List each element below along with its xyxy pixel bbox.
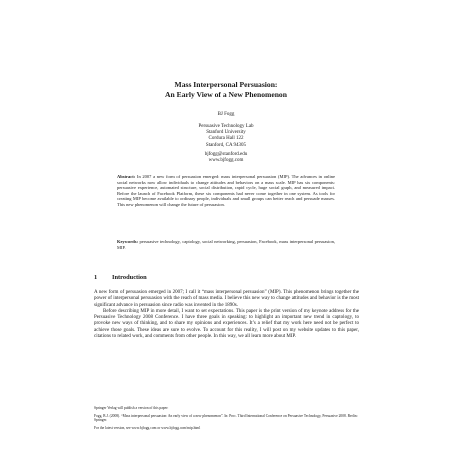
paper-title bbox=[0, 80, 452, 100]
footnote-publication: Springer Verlag will publish a version of this paper: bbox=[94, 406, 169, 410]
author-website: www.bjfogg.com bbox=[208, 158, 244, 164]
section-title: Introduction bbox=[112, 274, 147, 281]
affiliation bbox=[0, 124, 452, 149]
body-paragraph: Before describing MIP in more detail, I want to set expectations. This paper is the print version of my keynote address for the Persuasive Technology 2008 Conference. I have three goals in speaking: to highlight an important new trend in captology, to provoke new ways of thinking, and to share my opinions and experiences. It’s a relief that my work here need not be perfect to achieve those goals. These ideas are sure to evolve. To account for this reality, I will post on my website updates to this paper, citations to related work, and comments from other people. In this way, we all learn more about MIP. bbox=[94, 308, 359, 340]
abstract bbox=[117, 174, 335, 208]
body-paragraph: A new form of persuasion emerged in 2007; I call it “mass interpersonal persuasion” (MIP). This phenomenon brings together the power of interpersonal persuasion with the reach of mass media. I believe this new way to change attitudes and behavior is the most significant advance in persuasion since radio was invented in the 1890s. bbox=[94, 290, 359, 308]
keywords-text: persuasive technology, captology, social networking, persuasion, Facebook, mass interpersonal persuasion, MIP. bbox=[117, 239, 335, 250]
author-contact bbox=[0, 152, 452, 164]
footnote-latest-version: For the latest version, see www.bjfogg.com or www.bjfogg.com/mip.html bbox=[94, 425, 201, 430]
affiliation-line: Persuasive Technology Lab bbox=[198, 124, 254, 129]
keywords bbox=[117, 239, 335, 250]
introduction-body bbox=[94, 290, 359, 340]
keywords-label: Keywords: bbox=[117, 239, 138, 244]
affiliation-line: Stanford, CA 94305 bbox=[205, 142, 247, 148]
section-number: 1 bbox=[94, 274, 98, 281]
footnote-citation: Fogg, B.J. (2008). “Mass interpersonal persuasion: An early view of a new phenomenon”. In: Proc. Third International Conference on Persuasive Technology, Persuasive 2008. Berlin: Springer. bbox=[94, 413, 358, 423]
author-email: bjfogg@stanford.edu bbox=[204, 152, 248, 157]
footnotes bbox=[94, 406, 359, 433]
abstract-label: Abstract: bbox=[117, 174, 136, 179]
affiliation-line: Cordura Hall 122 bbox=[208, 136, 244, 142]
title-line-2: An Early View of a New Phenomenon bbox=[165, 90, 287, 99]
affiliation-line: Stanford University bbox=[206, 130, 246, 136]
section-heading bbox=[94, 274, 147, 282]
abstract-text: In 2007 a new form of persuasion emerged: mass interpersonal persuasion (MIP). The advances in online social networks now allow individuals to change attitudes and behaviors on a mass scale. MIP has six components: persuasive experience, automated structure, social distribution, rapid cycle, huge social graph, and measured impact. Before the launch of Facebook Platform, these six components had never come together in one system. As tools for creating MIP become available to ordinary people, individuals and small groups can better reach and persuade masses. This new phenomenon will change the future of persuasion. bbox=[117, 174, 335, 207]
title-line-1: Mass Interpersonal Persuasion: bbox=[174, 80, 278, 89]
author-name: BJ Fogg bbox=[217, 112, 235, 117]
